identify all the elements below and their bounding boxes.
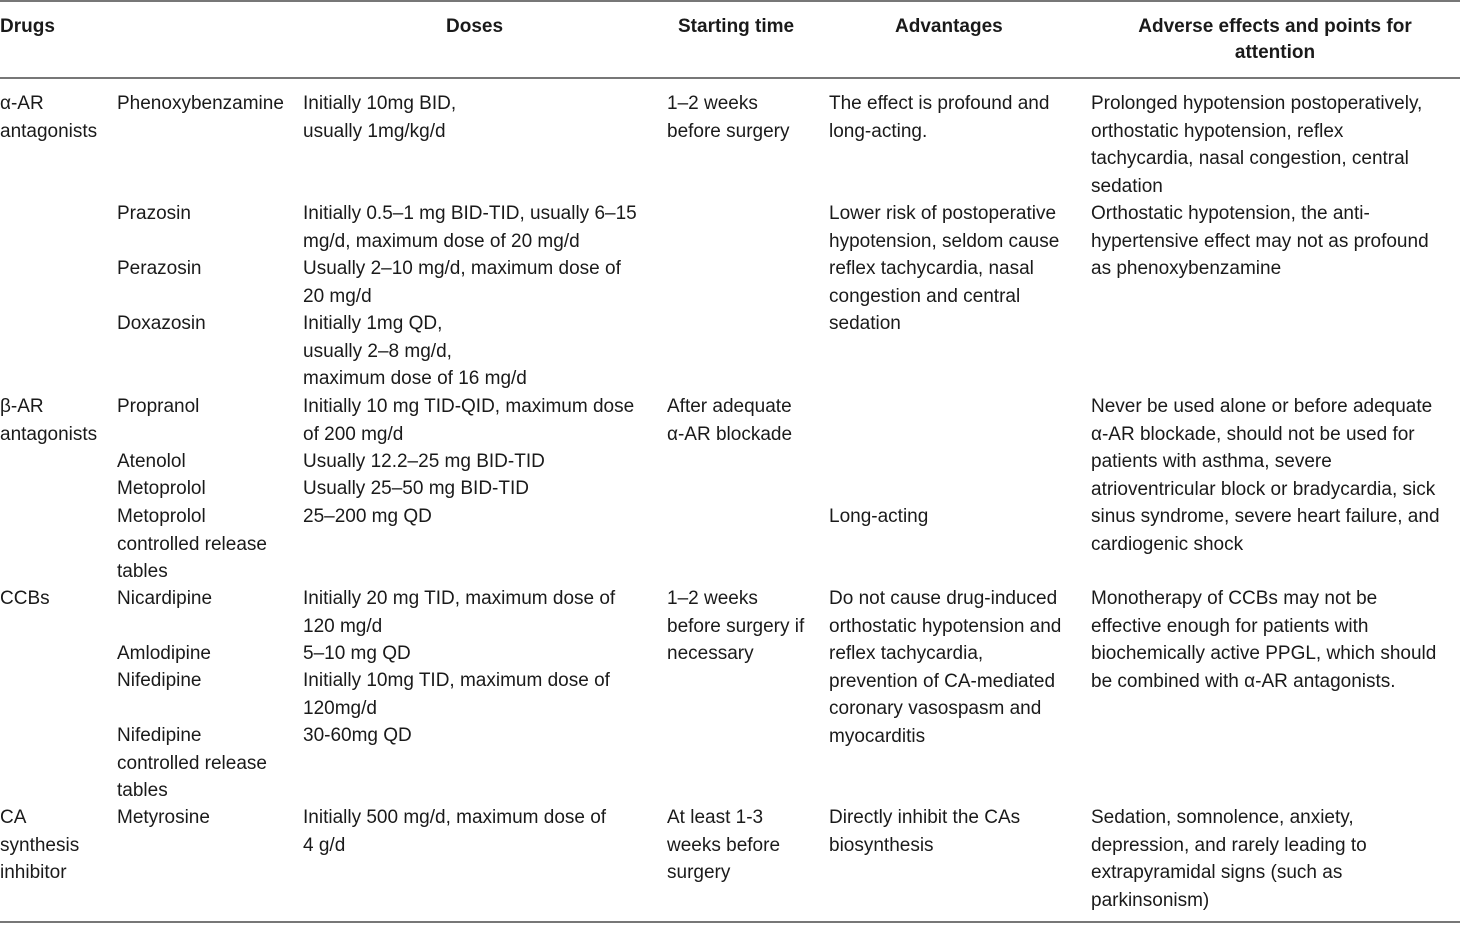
class-alpha-ar-antagonists: α-AR antagonists — [0, 93, 98, 142]
adverse-metyrosine: Sedation, somnolence, anxiety, depression, and rarely leading to extrapyramidal signs (such as parkinsonism) — [1091, 807, 1367, 911]
dose-nifedipine-controlled-release: 30-60mg QD — [303, 725, 412, 746]
adverse-ccbs: Monotherapy of CCBs may not be effective enough for patients with biochemically active PPGL, which should be combined with α-AR antagonists. — [1091, 588, 1437, 692]
header-drugs: Drugs — [0, 16, 55, 37]
start-beta-blockers: After adequate α-AR blockade — [667, 396, 793, 445]
dose-nifedipine: Initially 10mg TID, maximum dose of 120mg/d — [303, 670, 610, 719]
start-metyrosine: At least 1-3 weeks before surgery — [667, 807, 781, 883]
drug-atenolol: Atenolol — [117, 451, 186, 472]
table-bottom-rule — [0, 921, 1460, 923]
header-advantages: Advantages — [895, 16, 1003, 37]
class-beta-ar-antagonists: β-AR antagonists — [0, 396, 98, 445]
drug-amlodipine: Amlodipine — [117, 643, 211, 664]
header-adverse-effects: Adverse effects and points for attention — [1138, 16, 1412, 63]
drug-nicardipine: Nicardipine — [117, 588, 213, 609]
dose-phenoxybenzamine: Initially 10mg BID, usually 1mg/kg/d — [303, 93, 457, 142]
start-phenoxybenzamine: 1–2 weeks before surgery — [667, 93, 790, 142]
dose-perazosin: Usually 2–10 mg/d, maximum dose of 20 mg/d — [303, 258, 621, 307]
class-ca-synthesis-inhibitor: CA synthesis inhibitor — [0, 807, 80, 883]
advantage-metoprolol-controlled-release: Long-acting — [829, 506, 929, 527]
dose-prazosin: Initially 0.5–1 mg BID-TID, usually 6–15 mg/d, maximum dose of 20 mg/d — [303, 203, 637, 252]
drug-prazosin: Prazosin — [117, 203, 191, 224]
drug-perazosin: Perazosin — [117, 258, 202, 279]
drug-metyrosine: Metyrosine — [117, 807, 210, 828]
header-rule — [0, 77, 1460, 79]
drug-propranol: Propranol — [117, 396, 200, 417]
dose-nicardipine: Initially 20 mg TID, maximum dose of 120 mg/d — [303, 588, 616, 637]
drug-doxazosin: Doxazosin — [117, 313, 206, 334]
dose-propranol: Initially 10 mg TID-QID, maximum dose of 200 mg/d — [303, 396, 635, 445]
dose-amlodipine: 5–10 mg QD — [303, 643, 411, 664]
class-ccbs: CCBs — [0, 588, 50, 609]
dose-doxazosin: Initially 1mg QD, usually 2–8 mg/d, maximum dose of 16 mg/d — [303, 313, 527, 389]
start-ccbs: 1–2 weeks before surgery if necessary — [667, 588, 805, 664]
advantage-ccbs: Do not cause drug-induced orthostatic hypotension and reflex tachycardia, prevention of CA-mediated coronary vasospasm and myocarditis — [829, 588, 1062, 747]
table-top-rule — [0, 0, 1460, 2]
dose-atenolol: Usually 12.2–25 mg BID-TID — [303, 451, 545, 472]
drug-phenoxybenzamine: Phenoxybenzamine — [117, 93, 284, 114]
drug-nifedipine: Nifedipine — [117, 670, 202, 691]
drug-metoprolol: Metoprolol — [117, 478, 206, 499]
dose-metoprolol: Usually 25–50 mg BID-TID — [303, 478, 529, 499]
advantage-phenoxybenzamine: The effect is profound and long-acting. — [829, 93, 1050, 142]
dose-metyrosine: Initially 500 mg/d, maximum dose of 4 g/d — [303, 807, 607, 856]
adverse-phenoxybenzamine: Prolonged hypotension postoperatively, orthostatic hypotension, reflex tachycardia, nasal congestion, central sedation — [1091, 93, 1423, 197]
dose-metoprolol-controlled-release: 25–200 mg QD — [303, 506, 432, 527]
adverse-beta-blockers: Never be used alone or before adequate α-AR blockade, should not be used for patients with asthma, severe atrioventricular block or bradycardia, sick sinus syndrome, severe heart failure, and cardiogenic shock — [1091, 396, 1440, 555]
drug-nifedipine-controlled-release: Nifedipine controlled release tables — [117, 725, 267, 801]
header-doses: Doses — [446, 16, 504, 37]
adverse-selective-alpha: Orthostatic hypotension, the anti- hypertensive effect may not as profound as phenoxybenzamine — [1091, 203, 1429, 279]
advantage-selective-alpha: Lower risk of postoperative hypotension, seldom cause reflex tachycardia, nasal congestion and central sedation — [829, 203, 1060, 334]
header-starting-time: Starting time — [678, 16, 795, 37]
drug-metoprolol-controlled-release: Metoprolol controlled release tables — [117, 506, 267, 582]
advantage-metyrosine: Directly inhibit the CAs biosynthesis — [829, 807, 1021, 856]
